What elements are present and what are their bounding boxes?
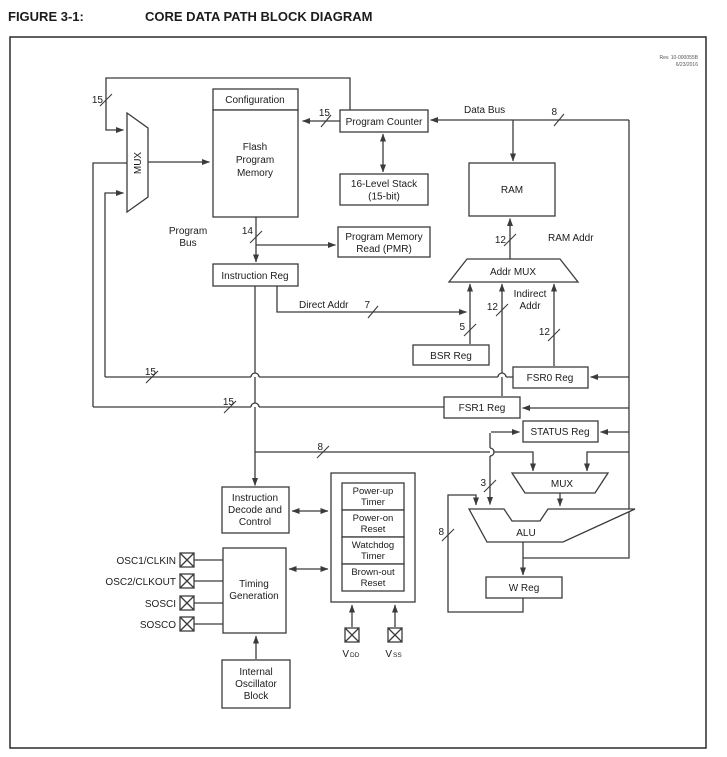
pin-icon-vdd: [345, 628, 359, 642]
width-bsr: 5: [459, 322, 465, 333]
power-up-label-1: Power-up: [352, 486, 394, 497]
power-on-label-1: Power-on: [352, 513, 394, 524]
alu-label: ALU: [516, 528, 536, 539]
indirect-addr-label-1: Indirect: [513, 289, 547, 300]
revision-date: 6/23/2016: [675, 62, 698, 68]
pin-icon-osc1: [180, 553, 194, 567]
flash-label-3: Memory: [236, 168, 274, 179]
width-w-alu: 8: [438, 527, 444, 538]
osc1-pin-label: OSC1/CLKIN: [116, 556, 176, 567]
status-reg-label: STATUS Reg: [530, 427, 590, 438]
mux-left-label: MUX: [133, 151, 144, 175]
mux-right-label: MUX: [550, 479, 574, 490]
stack-label-2: (15-bit): [368, 191, 400, 203]
sosci-pin-label: SOSCI: [144, 599, 176, 610]
int-osc-label-3: Block: [243, 691, 269, 702]
int-osc-label-1: Internal: [239, 667, 273, 678]
flash-label-1: Flash: [242, 142, 268, 153]
width-flash-ir: 14: [241, 226, 253, 237]
fsr1-reg-label: FSR1 Reg: [458, 403, 506, 414]
width-fsr1-indirect: 12: [486, 302, 498, 313]
brown-out-label-1: Brown-out: [351, 567, 395, 578]
pmr-label-2: Read (PMR): [356, 244, 412, 255]
vdd-pin-label: V: [342, 649, 349, 660]
osc2-pin-label: OSC2/CLKOUT: [105, 577, 176, 588]
width-fsr0-indirect: 12: [538, 327, 550, 338]
idc-label-3: Control: [238, 517, 272, 528]
idc-label-2: Decode and: [228, 505, 282, 516]
width-status-flags: 3: [480, 478, 486, 489]
width-fsr1-bus: 15: [222, 397, 234, 408]
pin-icon-sosco: [180, 617, 194, 631]
pin-icon-osc2: [180, 574, 194, 588]
vdd-pin-label-sub: DD: [350, 652, 360, 659]
int-osc-label-2: Oscillator: [235, 679, 277, 690]
pin-icon-vss: [388, 628, 402, 642]
program-bus-label-2: Bus: [179, 238, 197, 249]
width-ram-addr: 12: [494, 235, 506, 246]
width-data-bus: 8: [551, 107, 557, 118]
width-fsr0-bus: 15: [144, 367, 156, 378]
pin-icon-sosci: [180, 596, 194, 610]
timing-label-1: Timing: [239, 579, 269, 590]
vss-pin-label: V: [385, 649, 392, 660]
power-on-label-2: Reset: [360, 524, 386, 535]
program-bus-label-1: Program: [168, 226, 208, 237]
figure-label: FIGURE 3-1:: [8, 9, 84, 24]
revision-code: Rev. 10-000055B: [659, 55, 698, 61]
width-pc-flash: 15: [318, 108, 330, 119]
program-counter-label: Program Counter: [345, 117, 423, 128]
width-pc-mux: 15: [91, 95, 103, 106]
instruction-reg-label: Instruction Reg: [221, 271, 289, 282]
ram-addr-label: RAM Addr: [548, 233, 594, 244]
width-literal: 8: [317, 442, 323, 453]
stack-label-1: 16-Level Stack: [350, 179, 418, 190]
fsr0-reg-label: FSR0 Reg: [526, 373, 574, 384]
timing-label-2: Generation: [229, 591, 279, 602]
sosco-pin-label: SOSCO: [139, 620, 176, 631]
idc-label-1: Instruction: [231, 493, 279, 504]
w-reg-label: W Reg: [508, 583, 540, 594]
direct-addr-label: Direct Addr: [299, 300, 349, 311]
power-up-label-2: Timer: [361, 497, 385, 508]
flash-label-2: Program: [235, 155, 275, 166]
width-direct: 7: [364, 300, 370, 311]
indirect-addr-label-2: Addr: [519, 301, 541, 312]
vss-pin-label-sub: SS: [393, 652, 402, 659]
configuration-label: Configuration: [225, 95, 285, 106]
ram-label: RAM: [500, 185, 524, 196]
watchdog-label-2: Timer: [361, 551, 385, 562]
pmr-label-1: Program Memory: [345, 232, 423, 243]
figure-title: CORE DATA PATH BLOCK DIAGRAM: [145, 9, 373, 24]
data-bus-label: Data Bus: [464, 105, 506, 116]
watchdog-label-1: Watchdog: [351, 540, 395, 551]
addr-mux-label: Addr MUX: [489, 267, 537, 278]
bsr-reg-label: BSR Reg: [430, 351, 472, 362]
brown-out-label-2: Reset: [360, 578, 386, 589]
